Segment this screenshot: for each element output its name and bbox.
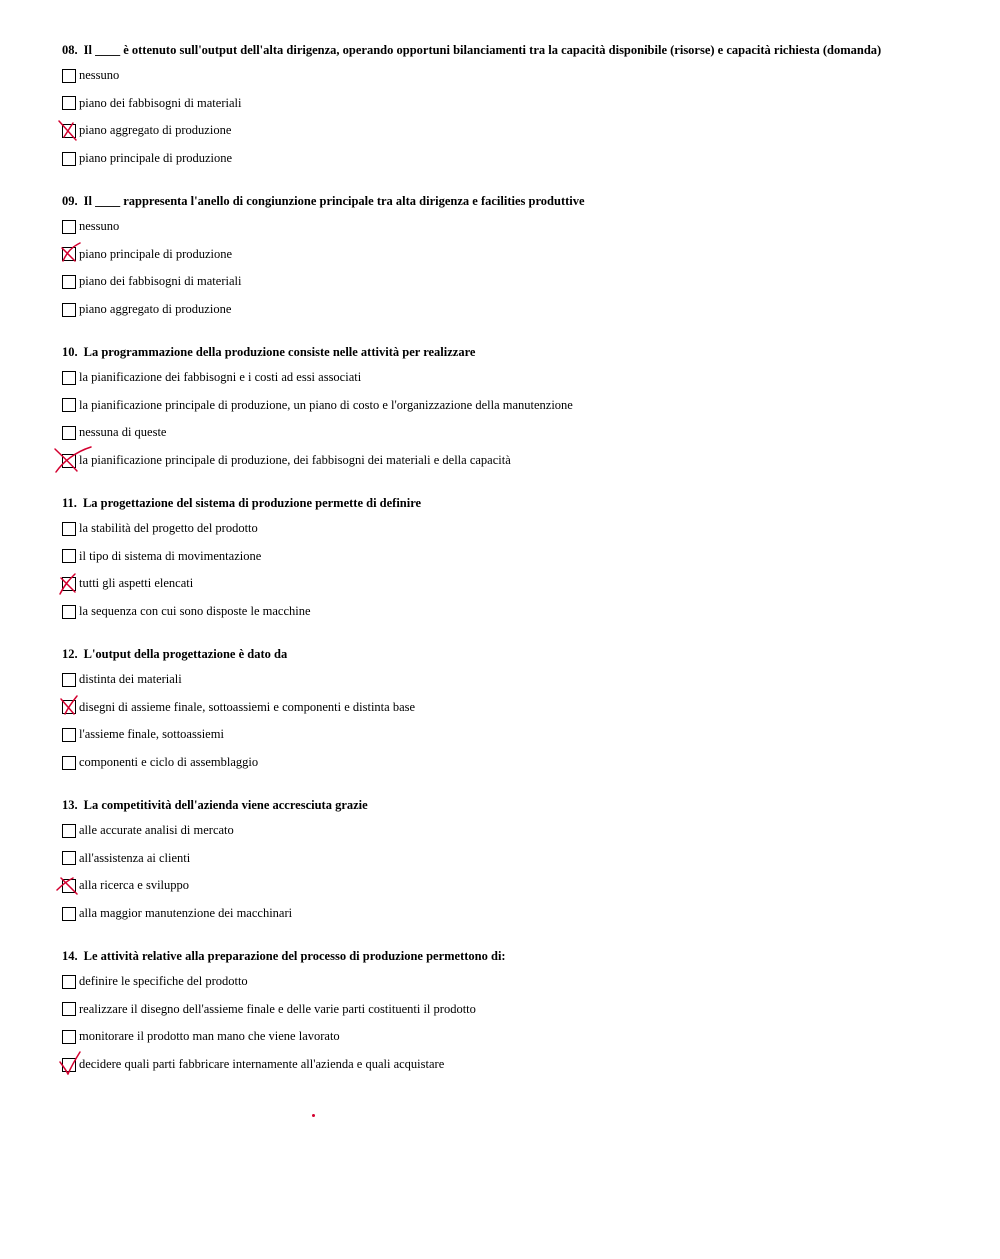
answer-option[interactable] <box>62 90 962 118</box>
answer-option[interactable] <box>62 1051 962 1079</box>
answer-option[interactable] <box>62 392 962 420</box>
option-label: la pianificazione dei fabbisogni e i costi ad essi associati <box>79 370 362 385</box>
option-label: piano principale di produzione <box>79 246 233 261</box>
question-text: Le attività relative alla preparazione del processo di produzione permettono di: <box>83 949 506 963</box>
answer-checkbox[interactable] <box>62 124 76 138</box>
option-label: realizzare il disegno dell'assieme finale e delle varie parti costituenti il prodotto <box>79 1001 476 1016</box>
answer-option[interactable] <box>62 213 962 241</box>
question-title <box>62 344 962 360</box>
question-text: La programmazione della produzione consiste nelle attività per realizzare <box>83 345 476 359</box>
answer-option[interactable] <box>62 872 962 900</box>
answer-option[interactable] <box>62 447 962 475</box>
option-label: alla ricerca e sviluppo <box>79 878 190 893</box>
answer-checkbox[interactable] <box>62 851 76 865</box>
answer-checkbox[interactable] <box>62 700 76 714</box>
question-number: 14. <box>62 949 78 963</box>
answer-checkbox[interactable] <box>62 275 76 289</box>
answer-option[interactable] <box>62 241 962 269</box>
question-title <box>62 42 962 58</box>
option-label: disegni di assieme finale, sottoassiemi e componenti e distinta base <box>79 699 416 714</box>
question-text: La competitività dell'azienda viene accresciuta grazie <box>83 798 368 812</box>
question-title <box>62 948 962 964</box>
question-number: 11. <box>62 496 77 510</box>
option-label: decidere quali parti fabbricare internamente all'azienda e quali acquistare <box>79 1057 445 1072</box>
answer-option[interactable] <box>62 117 962 145</box>
option-label: piano principale di produzione <box>79 151 233 166</box>
question-number: 09. <box>62 194 78 208</box>
option-label: la stabilità del progetto del prodotto <box>79 521 258 536</box>
question-number: 08. <box>62 43 78 57</box>
answer-checkbox[interactable] <box>62 398 76 412</box>
answer-checkbox[interactable] <box>62 728 76 742</box>
answer-option[interactable] <box>62 296 962 324</box>
answer-checkbox[interactable] <box>62 756 76 770</box>
answer-option[interactable] <box>62 62 962 90</box>
question-title <box>62 495 962 511</box>
answer-checkbox[interactable] <box>62 824 76 838</box>
answer-checkbox[interactable] <box>62 879 76 893</box>
answer-option[interactable] <box>62 900 962 928</box>
option-label: componenti e ciclo di assemblaggio <box>79 755 259 770</box>
answer-option[interactable] <box>62 694 962 722</box>
answer-checkbox[interactable] <box>62 247 76 261</box>
answer-option[interactable] <box>62 515 962 543</box>
answer-checkbox[interactable] <box>62 907 76 921</box>
option-label: l'assieme finale, sottoassiemi <box>79 727 224 742</box>
question-title <box>62 646 962 662</box>
answer-option[interactable] <box>62 543 962 571</box>
question-text: La progettazione del sistema di produzione permette di definire <box>82 496 422 510</box>
question-number: 10. <box>62 345 78 359</box>
answer-option[interactable] <box>62 1023 962 1051</box>
question-number: 12. <box>62 647 78 661</box>
option-label: monitorare il prodotto man mano che viene lavorato <box>79 1029 340 1044</box>
option-label: nessuna di queste <box>79 425 167 440</box>
answer-checkbox[interactable] <box>62 454 76 468</box>
option-label: piano aggregato di produzione <box>79 302 232 317</box>
question-11 <box>62 495 962 625</box>
option-label: piano dei fabbisogni di materiali <box>79 274 242 289</box>
answer-checkbox[interactable] <box>62 605 76 619</box>
answer-option[interactable] <box>62 845 962 873</box>
option-label: nessuno <box>79 68 120 83</box>
answer-checkbox[interactable] <box>62 975 76 989</box>
question-12 <box>62 646 962 776</box>
question-text: Il ____ è ottenuto sull'output dell'alta dirigenza, operando opportuni bilanciamenti tra la capacità disponibile (risorse) e capacità richiesta (domanda) <box>83 43 882 57</box>
answer-checkbox[interactable] <box>62 522 76 536</box>
option-label: definire le specifiche del prodotto <box>79 974 248 989</box>
answer-checkbox[interactable] <box>62 303 76 317</box>
answer-option[interactable] <box>62 817 962 845</box>
answer-checkbox[interactable] <box>62 371 76 385</box>
option-label: il tipo di sistema di movimentazione <box>79 548 262 563</box>
question-10 <box>62 344 962 474</box>
answer-checkbox[interactable] <box>62 426 76 440</box>
answer-option[interactable] <box>62 364 962 392</box>
ink-dot <box>312 1114 315 1117</box>
answer-checkbox[interactable] <box>62 673 76 687</box>
answer-checkbox[interactable] <box>62 577 76 591</box>
answer-checkbox[interactable] <box>62 549 76 563</box>
answer-checkbox[interactable] <box>62 220 76 234</box>
option-label: tutti gli aspetti elencati <box>79 576 194 591</box>
option-label: distinta dei materiali <box>79 672 182 687</box>
answer-checkbox[interactable] <box>62 1030 76 1044</box>
question-text: L'output della progettazione è dato da <box>83 647 288 661</box>
option-label: la sequenza con cui sono disposte le macchine <box>79 604 311 619</box>
option-label: la pianificazione principale di produzione, dei fabbisogni dei materiali e della capacità <box>79 453 511 468</box>
answer-checkbox[interactable] <box>62 69 76 83</box>
option-label: la pianificazione principale di produzione, un piano di costo e l'organizzazione della manutenzione <box>79 397 573 412</box>
answer-checkbox[interactable] <box>62 1058 76 1072</box>
answer-checkbox[interactable] <box>62 1002 76 1016</box>
answer-option[interactable] <box>62 968 962 996</box>
question-title <box>62 797 962 813</box>
answer-option[interactable] <box>62 145 962 173</box>
option-label: piano aggregato di produzione <box>79 123 232 138</box>
answer-option[interactable] <box>62 268 962 296</box>
question-09 <box>62 193 962 323</box>
answer-option[interactable] <box>62 666 962 694</box>
answer-option[interactable] <box>62 570 962 598</box>
question-title <box>62 193 962 209</box>
answer-option[interactable] <box>62 749 962 777</box>
question-14 <box>62 948 962 1078</box>
question-13 <box>62 797 962 927</box>
question-text: Il ____ rappresenta l'anello di congiunzione principale tra alta dirigenza e facilities produttive <box>83 194 585 208</box>
answer-option[interactable] <box>62 419 962 447</box>
question-08 <box>62 42 962 172</box>
option-label: nessuno <box>79 219 120 234</box>
answer-checkbox[interactable] <box>62 96 76 110</box>
answer-option[interactable] <box>62 598 962 626</box>
option-label: alle accurate analisi di mercato <box>79 823 234 838</box>
question-number: 13. <box>62 798 78 812</box>
answer-checkbox[interactable] <box>62 152 76 166</box>
option-label: piano dei fabbisogni di materiali <box>79 95 242 110</box>
option-label: alla maggior manutenzione dei macchinari <box>79 906 293 921</box>
answer-option[interactable] <box>62 721 962 749</box>
option-label: all'assistenza ai clienti <box>79 850 191 865</box>
answer-option[interactable] <box>62 996 962 1024</box>
